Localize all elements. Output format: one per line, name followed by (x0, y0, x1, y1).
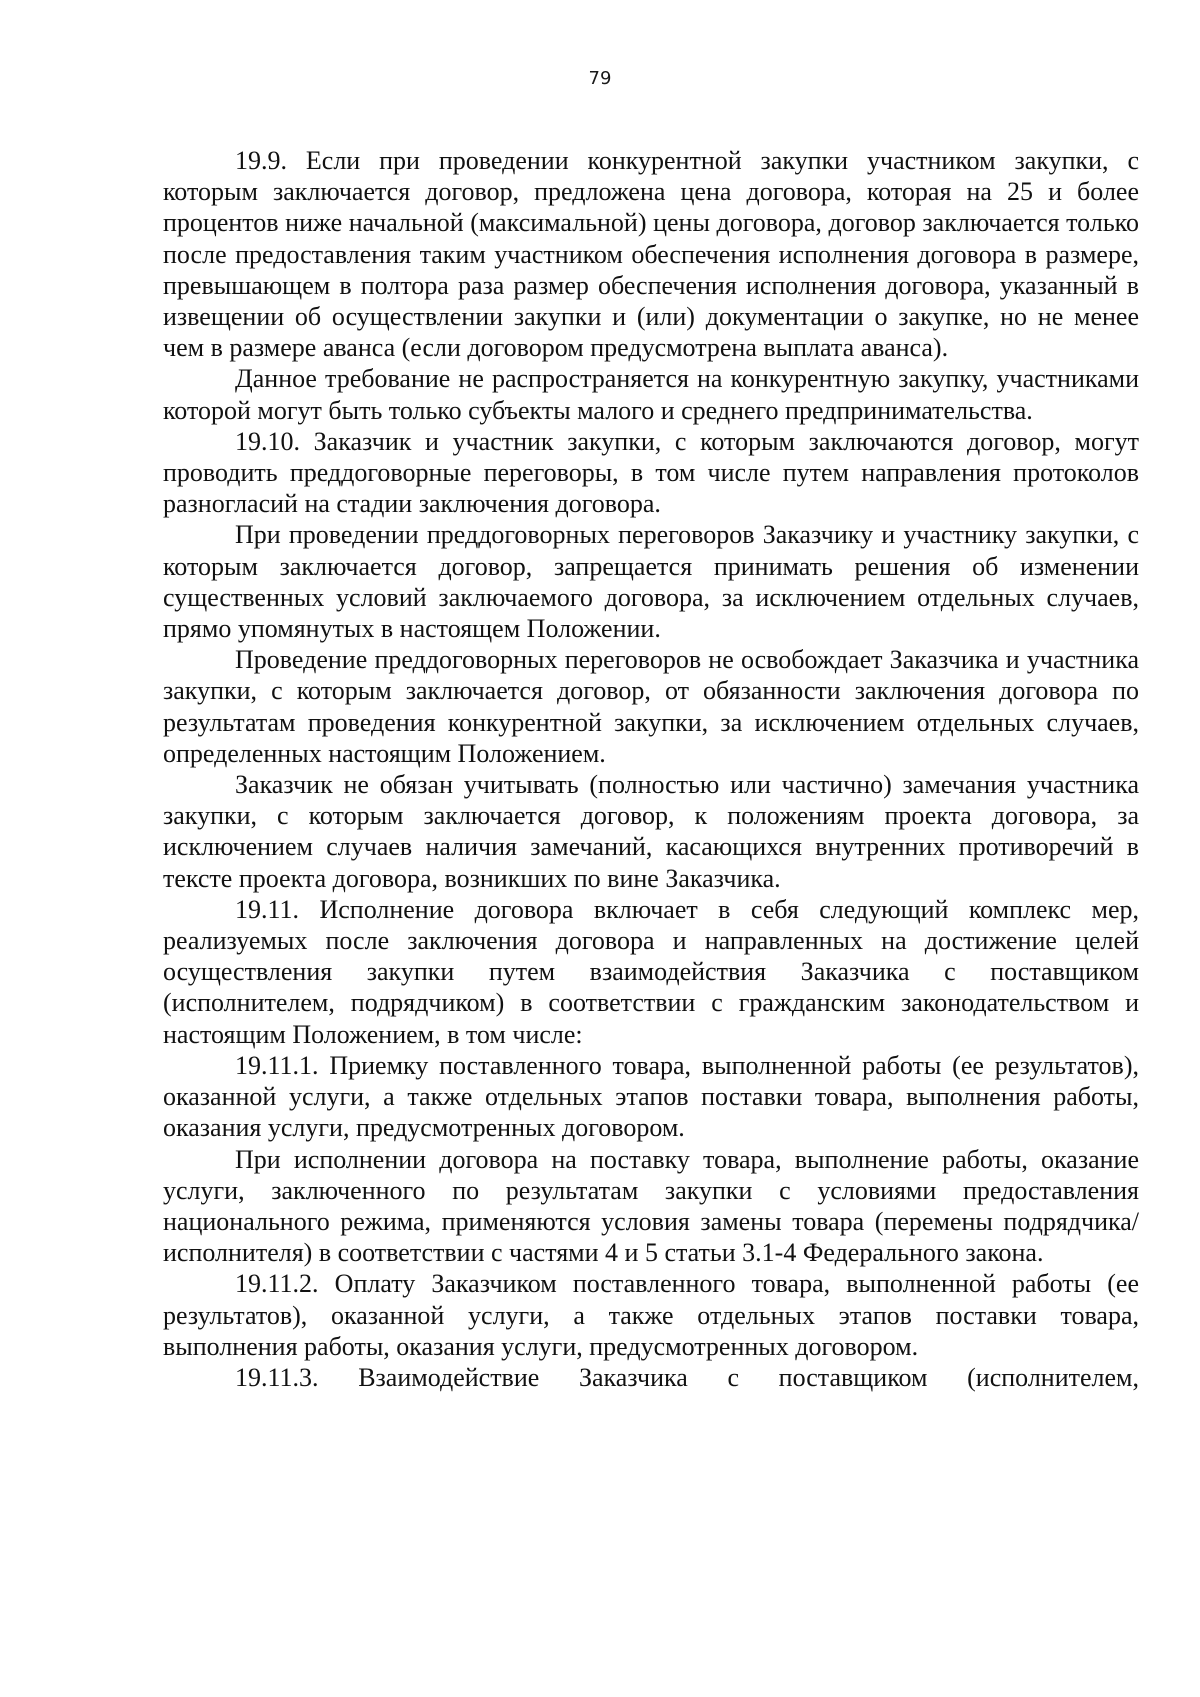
paragraph-customer-remarks: Заказчик не обязан учитывать (полностью или частично) замечания участника закупки, с которым заключается договор, к положениям проекта договора, за исключением случаев наличия замечаний, касающихся внутренних противоречий в тексте проекта договора, возникших по вине Заказчика. (163, 770, 1139, 893)
paragraph-pre-contract-negotiations: При проведении преддоговорных переговоров Заказчику и участнику закупки, с которым заключается договор, запрещается принимать решения об изменении существенных условий заключаемого договора, за исключением отдельных случаев, прямо упомянутых в настоящем Положении. (163, 520, 1139, 644)
paragraph-19-11-1: 19.11.1. Приемку поставленного товара, выполненной работы (ее результатов), оказанной услуги, а также отдельных этапов поставки товара, выполнения работы, оказания услуги, предусмотренных договором. (163, 1050, 1139, 1143)
page-number: 79 (588, 68, 612, 89)
paragraph-19-11-2: 19.11.2. Оплату Заказчиком поставленного товара, выполненной работы (ее результатов), оказанной услуги, а также отдельных этапов поставки товара, выполнения работы, оказания услуги, предусмотренных договором. (163, 1269, 1139, 1361)
paragraph-19-11: 19.11. Исполнение договора включает в себя следующий комплекс мер, реализуемых после заключения договора и направленных на достижение целей осуществления закупки путем взаимодействия Заказчика с поставщиком (исполнителем, подрядчиком) в соответствии с гражданским законодательством и настоящим Положением, в том числе: (163, 894, 1139, 1049)
document-body (163, 145, 1139, 1393)
paragraph-national-regime: При исполнении договора на поставку товара, выполнение работы, оказание услуги, заключенного по результатам закупки с условиями предоставления национального режима, применяются условия замены товара (перемены подрядчика/исполнителя) в соответствии с частями 4 и 5 статьи 3.1-4 Федерального закона. (163, 1144, 1139, 1268)
paragraph-19-11-3: 19.11.3. Взаимодействие Заказчика с поставщиком (исполнителем, (235, 1362, 1139, 1392)
paragraph-19-9: 19.9. Если при проведении конкурентной закупки участником закупки, с которым заключается договор, предложена цена договора, которая на 25 и более процентов ниже начальной (максимальной) цены договора, договор заключается только после предоставления таким участником обеспечения исполнения договора в размере, превышающем в полтора раза размер обеспечения исполнения договора, указанный в извещении об осуществлении закупки и (или) документации о закупке, но не менее чем в размере аванса (если договором предусмотрена выплата аванса). (163, 146, 1139, 363)
paragraph-19-10: 19.10. Заказчик и участник закупки, с которым заключаются договор, могут проводить преддоговорные переговоры, в том числе путем направления протоколов разногласий на стадии заключения договора. (163, 426, 1139, 519)
paragraph-sme-exception: Данное требование не распространяется на конкурентную закупку, участниками которой могут быть только субъекты малого и среднего предпринимательства. (163, 364, 1139, 425)
paragraph-negotiations-obligation: Проведение преддоговорных переговоров не освобождает Заказчика и участника закупки, с которым заключается договор, от обязанности заключения договора по результатам проведения конкурентной закупки, за исключением отдельных случаев, определенных настоящим Положением. (163, 645, 1139, 768)
